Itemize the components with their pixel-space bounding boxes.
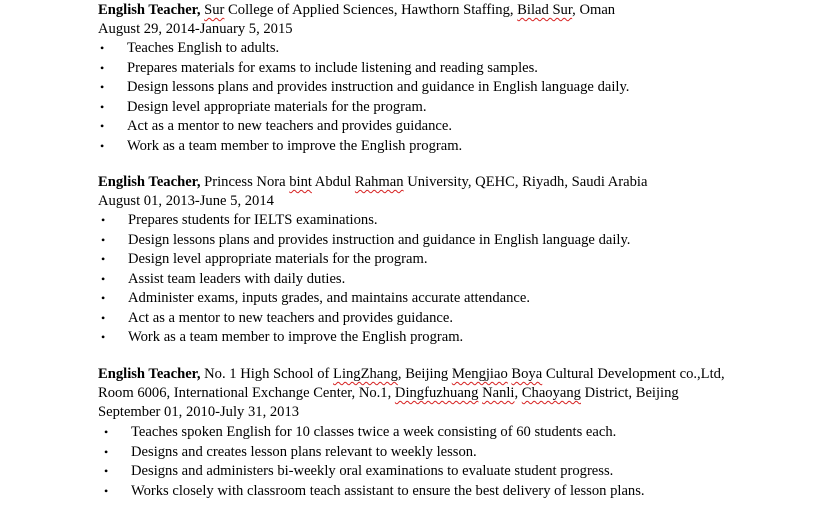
job-title: English Teacher, — [98, 174, 201, 190]
job-title: English Teacher, — [98, 366, 201, 382]
spellcheck-word: bint — [289, 174, 312, 190]
spellcheck-word: Dingfuzhuang — [394, 385, 479, 401]
job-address: Room 6006, International Exchange Center, No.1, Dingfuzhuang Nanli, Chaoyang District, Beijing — [98, 385, 679, 401]
spellcheck-word: Sur — [204, 2, 225, 18]
bullet-icon: • — [104, 464, 109, 478]
bullet-icon: • — [104, 425, 109, 439]
bullet-icon: • — [100, 80, 105, 94]
list-item: • Assist team leaders with daily duties. — [98, 270, 813, 290]
bullet-icon: • — [104, 444, 109, 459]
job-header: English Teacher, Sur College of Applied Sciences, Hawthorn Staffing, Bilad Sur, Oman — [98, 2, 616, 18]
list-item: • Design lessons plans and provides instruction and guidance in English language daily. — [98, 78, 813, 98]
duties-list — [98, 211, 813, 348]
bullet-icon: • — [104, 483, 109, 498]
spellcheck-word: Chaoyang — [521, 385, 581, 401]
list-item: • Designs and creates lesson plans relevant to weekly lesson. — [98, 443, 813, 463]
job-dates: September 01, 2010-July 31, 2013 — [98, 404, 300, 420]
bullet-icon: • — [101, 330, 106, 344]
list-item: • Design lessons plans and provides instruction and guidance in English language daily. — [98, 231, 813, 251]
job-entry-princess-nora — [98, 173, 813, 348]
list-item: • Designs and administers bi-weekly oral examinations to evaluate student progress. — [98, 462, 813, 482]
list-item: • Design level appropriate materials for the program. — [98, 98, 813, 118]
job-header: English Teacher, Princess Nora bint Abdul Rahman University, QEHC, Riyadh, Saudi Arabia — [98, 174, 648, 190]
list-item: • Prepares materials for exams to include listening and reading samples. — [98, 59, 813, 79]
duties-list — [98, 423, 813, 501]
bullet-icon: • — [101, 213, 106, 227]
spellcheck-word: LingZhang — [333, 366, 398, 382]
list-item: • Act as a mentor to new teachers and provides guidance. — [98, 309, 813, 329]
spellcheck-word: Bilad Sur — [517, 2, 573, 18]
bullet-icon: • — [100, 138, 105, 153]
list-item: • Work as a team member to improve the English program. — [98, 328, 813, 348]
bullet-icon: • — [100, 99, 105, 114]
job-entry-sur-college — [98, 1, 813, 156]
list-item: • Prepares students for IELTS examinations. — [98, 211, 813, 231]
spellcheck-word: Mengjiao — [451, 366, 508, 382]
bullet-icon: • — [100, 60, 105, 75]
bullet-icon: • — [100, 119, 105, 133]
spellcheck-word: Rahman — [354, 174, 404, 190]
job-entry-no1-high-school — [98, 365, 813, 501]
spellcheck-word: Boya — [511, 366, 543, 382]
list-item: • Design level appropriate materials for the program. — [98, 250, 813, 270]
bullet-icon: • — [101, 291, 106, 305]
list-item: • Works closely with classroom teach assistant to ensure the best delivery of lesson plans. — [98, 482, 813, 502]
duties-list — [98, 39, 813, 156]
list-item: • Teaches spoken English for 10 classes twice a week consisting of 60 students each. — [98, 423, 813, 443]
bullet-icon: • — [101, 271, 106, 286]
bullet-icon: • — [100, 41, 105, 55]
bullet-icon: • — [101, 252, 106, 266]
job-header: English Teacher, No. 1 High School of LingZhang, Beijing Mengjiao Boya Cultural Development co.,Ltd, — [98, 366, 725, 382]
list-item: • Administer exams, inputs grades, and maintains accurate attendance. — [98, 289, 813, 309]
bullet-icon: • — [101, 232, 106, 247]
list-item: • Act as a mentor to new teachers and provides guidance. — [98, 117, 813, 137]
job-dates: August 29, 2014-January 5, 2015 — [98, 21, 293, 37]
list-item: • Teaches English to adults. — [98, 39, 813, 59]
bullet-icon: • — [101, 310, 106, 325]
list-item: • Work as a team member to improve the English program. — [98, 137, 813, 157]
spellcheck-word: Nanli — [482, 385, 515, 401]
job-dates: August 01, 2013-June 5, 2014 — [98, 193, 274, 209]
job-title: English Teacher, — [98, 2, 201, 18]
